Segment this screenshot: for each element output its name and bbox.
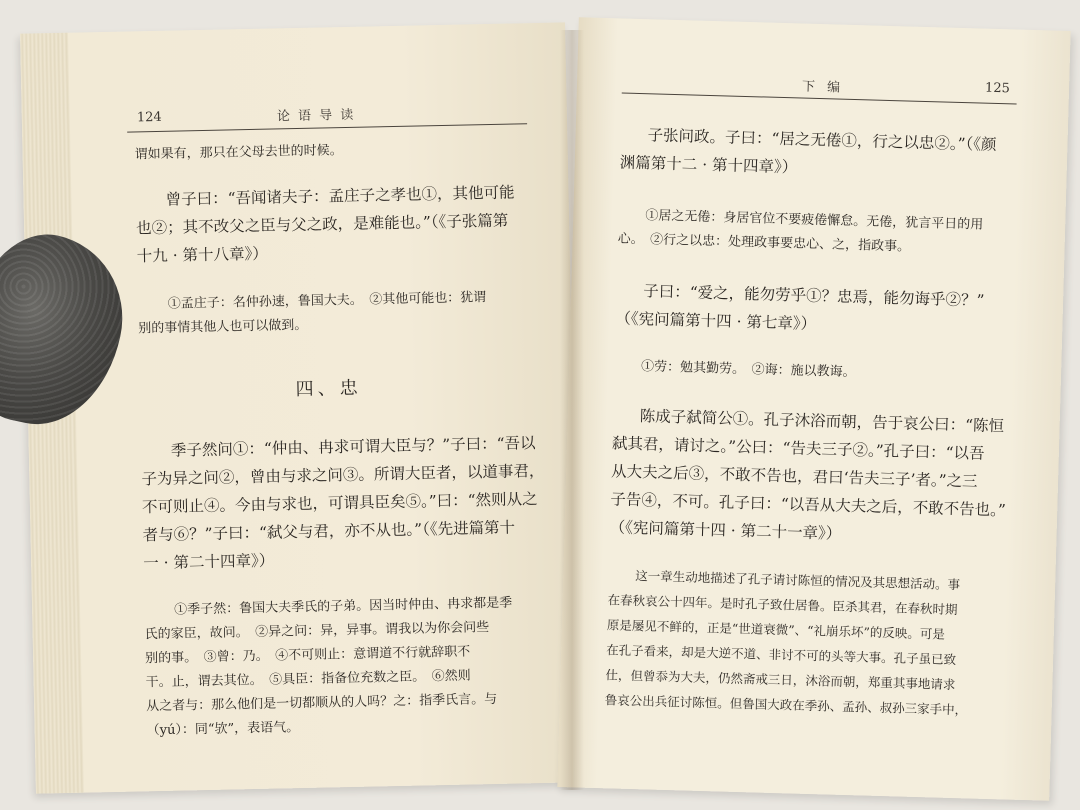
footnote-line: ①孟庄子：名仲孙速，鲁国大夫。 ②其他可能也：犹谓 bbox=[167, 290, 487, 312]
footnote-line: ①居之无倦：身居官位不要疲倦懈怠。无倦，犹言平日的用 bbox=[645, 208, 984, 233]
commentary-line: 在春秋哀公十四年。是时孔子致仕居鲁。臣杀其君，在春秋时期 bbox=[607, 592, 958, 618]
commentary-line: 在孔子看来，却是大逆不道、非讨不可的头等大事。孔子虽已致 bbox=[605, 642, 957, 668]
text-line: 子为异之问②，曾由与求之问③。所谓大臣者，以道事君， bbox=[141, 461, 545, 489]
commentary-line: 鲁哀公出兵征讨陈恒。但鲁国大政在季孙、孟孙、叔孙三家手中， bbox=[604, 692, 968, 718]
section-heading: 四、忠 bbox=[295, 377, 362, 401]
right-page bbox=[557, 17, 1070, 800]
text-line: 子曰：“爱之，能勿劳乎①？忠焉，能勿诲乎②？” bbox=[642, 282, 985, 310]
text-line: 曾子曰：“吾闻诸夫子：孟庄子之孝也①，其他可能 bbox=[165, 183, 515, 209]
text-line: 十九 · 第十八章》） bbox=[136, 244, 268, 266]
running-head-right: 下 编 bbox=[801, 79, 845, 96]
text-line: 也②；其不改父之臣与父之政，是难能也。”（《子张篇第 bbox=[136, 211, 509, 238]
text-line: 弑其君，请讨之。”公曰：“告夫三子②。”孔子曰：“以吾 bbox=[611, 434, 985, 463]
text-line: 渊篇第十二 · 第十四章》） bbox=[619, 153, 798, 177]
text-line: 不可则止④。今由与求也，可谓具臣矣⑤。”曰：“然则从之 bbox=[141, 490, 538, 517]
text-line: 者与⑥？”子曰：“弑父与君，亦不从也。”（《先进篇第十 bbox=[142, 518, 516, 545]
footnote-line: 心。 ②行之以忠：处理政事要忠心、之，指政事。 bbox=[617, 231, 911, 255]
text-line: 季子然问①：“仲由、冉求可谓大臣与？”子曰：“吾以 bbox=[170, 434, 536, 460]
footnote-line: 干。止，谓去其位。 ⑤具臣：指备位充数之臣。 ⑥然则 bbox=[145, 668, 471, 691]
text-line: （《宪问篇第十四 · 第二十一章》） bbox=[609, 518, 842, 543]
text-line: 一 · 第二十四章》） bbox=[143, 551, 275, 573]
commentary-line: 原是屡见不鲜的，正是“世道衰微”、“礼崩乐坏”的反映。可是 bbox=[606, 617, 946, 642]
running-head-left: 论 语 导 读 bbox=[276, 107, 356, 125]
page-number-left: 124 bbox=[136, 109, 162, 126]
footnote-line: 别的事情其他人也可以做到。 bbox=[138, 317, 308, 337]
footnote-line: 从之者与：那么他们是一切都顺从的人吗？之：指季氏言。与 bbox=[146, 691, 498, 715]
commentary-line: 这一章生动地描述了孔子请讨陈恒的情况及其思想活动。事 bbox=[635, 568, 961, 593]
left-page bbox=[20, 22, 581, 793]
text-line: 谓如果有，那只在父母去世的时候。 bbox=[134, 143, 343, 163]
header-rule-left bbox=[127, 123, 527, 132]
text-line: 子张问政。子曰：“居之无倦①，行之以忠②。”（《颜 bbox=[647, 126, 997, 154]
commentary-line: 仕，但曾忝为大夫，仍然斋戒三日，沐浴而朝，郑重其事地请求 bbox=[605, 667, 956, 693]
text-line: 从大夫之后③，不敢不告也，君曰‘告夫三子’者。”之三 bbox=[610, 462, 978, 491]
book-gutter bbox=[560, 30, 584, 790]
text-line: （《宪问篇第十四 · 第七章》） bbox=[615, 309, 817, 334]
footnote-line: 氏的家臣，故问。 ②异之问：异，异事。谓我以为你会问些 bbox=[144, 620, 490, 643]
text-line: 陈成子弑简公①。孔子沐浴而朝，告于哀公曰：“陈恒 bbox=[639, 407, 1005, 436]
page-number-right: 125 bbox=[984, 80, 1011, 97]
footnote-line: ①劳：勉其勤劳。 ②诲：施以教诲。 bbox=[640, 359, 856, 381]
footnote-line: 别的事。 ③曾：乃。 ④不可则止：意谓道不行就辞职不 bbox=[145, 644, 471, 667]
footnote-line: ①季子然：鲁国大夫季氏的子弟。因当时仲由、冉求都是季 bbox=[174, 595, 513, 618]
footnote-line: （yú）：同“欤”，表语气。 bbox=[146, 720, 300, 739]
text-line: 子告④，不可。孔子曰：“以吾从大夫之后，不敢不告也。” bbox=[610, 490, 1007, 520]
